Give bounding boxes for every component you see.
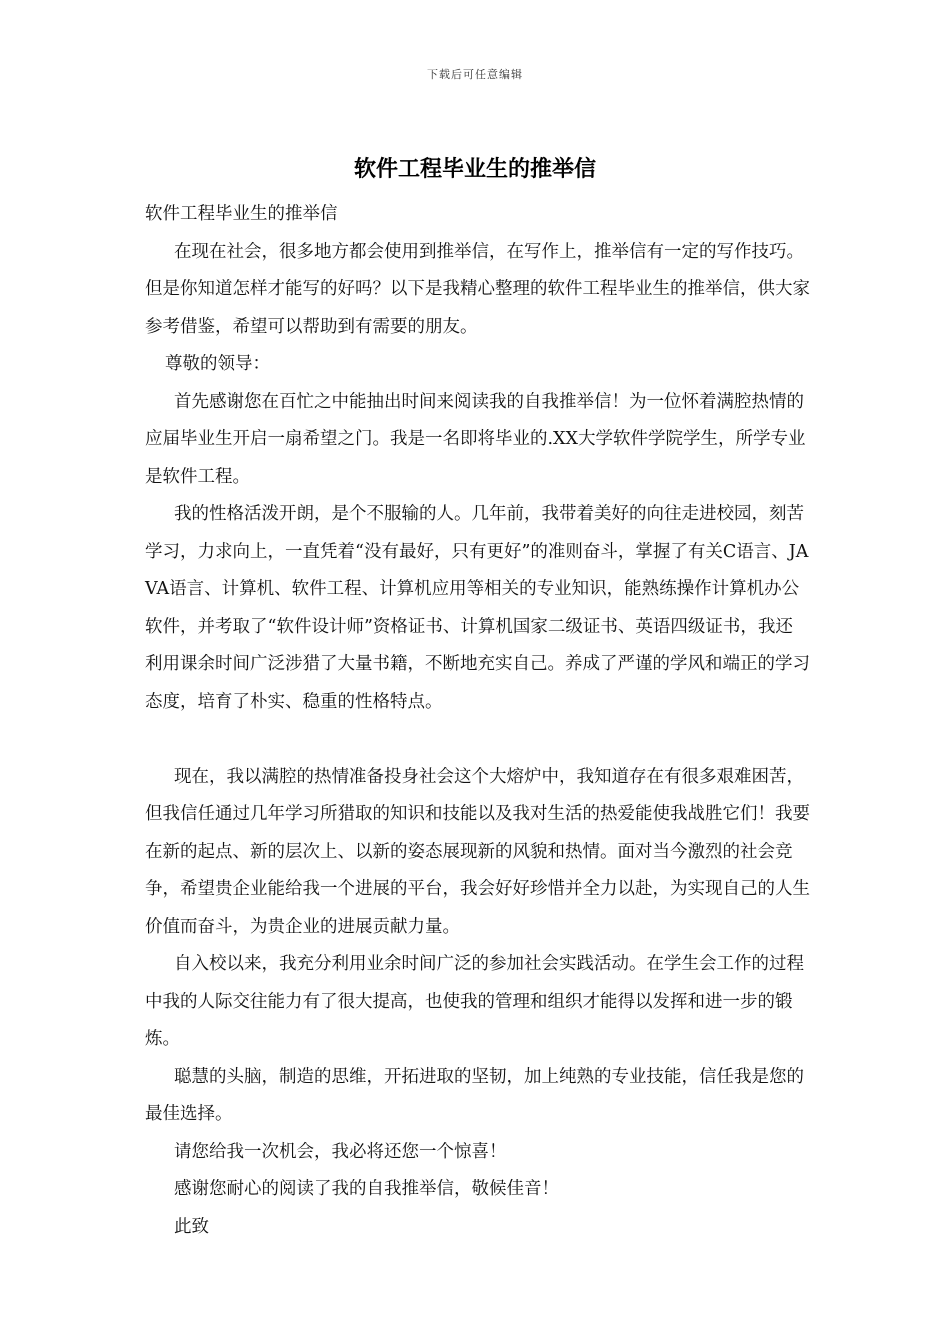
paragraph-thanks: 感谢您耐心的阅读了我的自我推举信，敬候佳音！ xyxy=(174,1179,559,1199)
paragraph-greeting: 首先感谢您在百忙之中能抽出时间来阅读我的自我推举信！为一位怀着满腔热情的应届毕业生开启一扇希望之门。我是一名即将毕业的.XX大学软件学院学生，所学专业是软件工程。 xyxy=(145,391,806,487)
paragraph-ambition: 现在，我以满腔的热情准备投身社会这个大熔炉中，我知道存在有很多艰难困苦，但我信任通过几年学习所猎取的知识和技能以及我对生活的热爱能使我战胜它们！我要在新的起点、新的层次上、以新的姿态展现新的风貌和热情。面对当今激烈的社会竞争，希望贵企业能给我一个进展的平台，我会好好珍惜并全力以赴，为实现自己的人生价值而奋斗，为贵企业的进展贡献力量。 xyxy=(145,766,810,937)
paragraph-intro: 在现在社会，很多地方都会使用到推举信，在写作上，推举信有一定的写作技巧。但是你知道怎样才能写的好吗？以下是我精心整理的软件工程毕业生的推举信，供大家参考借鉴，希望可以帮助到有需要的朋友。 xyxy=(145,241,810,337)
header-note: 下载后可任意编辑 xyxy=(427,68,523,81)
paragraph-request: 请您给我一次机会，我必将还您一个惊喜！ xyxy=(174,1141,507,1162)
paragraph-gap xyxy=(145,721,810,759)
closing: 此致 xyxy=(174,1216,209,1237)
document-title: 软件工程毕业生的推举信 xyxy=(353,157,596,182)
document-subtitle: 软件工程毕业生的推举信 xyxy=(145,204,338,224)
salutation: 尊敬的领导： xyxy=(165,354,270,374)
document-body xyxy=(145,196,810,1246)
paragraph-personality: 我的性格活泼开朗，是个不服输的人。几年前，我带着美好的向往走进校园，刻苦学习，力求向上，一直凭着“没有最好，只有更好”的准则奋斗，掌握了有关C语言、JAVA语言、计算机、软件工程、计算机应用等相关的专业知识，能熟练操作计算机办公软件，并考取了“软件设计师”资格证书、计算机国家二级证书、英语四级证书，我还利用课余时间广泛涉猎了大量书籍，不断地充实自己。养成了严谨的学风和端正的学习态度，培育了朴实、稳重的性格特点。 xyxy=(145,504,810,712)
paragraph-skills: 聪慧的头脑，制造的思维，开拓进取的坚韧，加上纯熟的专业技能，信任我是您的最佳选择。 xyxy=(145,1066,804,1124)
paragraph-activities: 自入校以来，我充分利用业余时间广泛的参加社会实践活动。在学生会工作的过程中我的人际交往能力有了很大提高，也使我的管理和组织才能得以发挥和进一步的锻炼。 xyxy=(145,954,804,1049)
